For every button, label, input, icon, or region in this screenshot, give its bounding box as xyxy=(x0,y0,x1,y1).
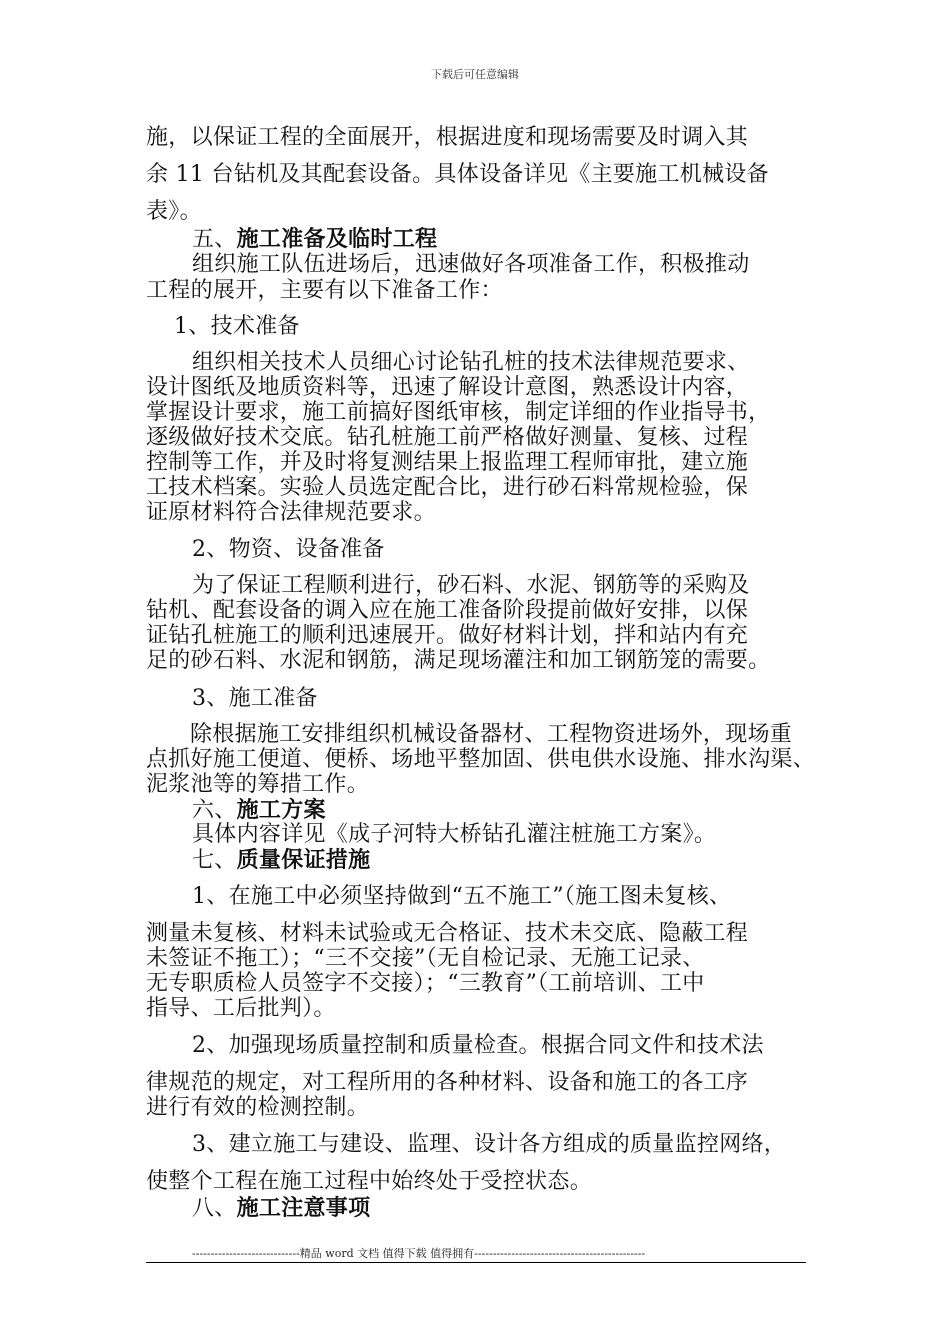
section-heading-5 xyxy=(192,226,437,253)
section-title: 施工注意事项 xyxy=(236,1195,371,1221)
section-title: 质量保证措施 xyxy=(236,847,371,873)
body-line: 组织施工队伍进场后，迅速做好各项准备工作，积极推动 xyxy=(192,252,750,277)
section-number: 七、 xyxy=(192,848,237,873)
body-line: 为了保证工程顺利进行，砂石料、水泥、钢筋等的采购及 xyxy=(192,573,750,598)
body-line: 钻机、配套设备的调入应在施工准备阶段提前做好安排，以保 xyxy=(146,598,749,623)
section-heading-7 xyxy=(192,847,370,874)
body-line: 控制等工作，并及时将复测结果上报监理工程师审批，建立施 xyxy=(146,450,749,475)
body-line: 具体内容详见《成子河特大桥钻孔灌注桩施工方案》。 xyxy=(192,822,717,847)
page-header: 下载后可任意编辑 xyxy=(431,68,519,81)
footer-rule xyxy=(146,1262,806,1263)
body-line: 余 11 台钻机及其配套设备。具体设备详见《主要施工机械设备 xyxy=(146,162,769,187)
section-number: 六、 xyxy=(192,798,237,823)
body-line: 表》。 xyxy=(146,199,202,224)
body-line: 证钻孔桩施工的顺利迅速展开。做好材料计划，拌和站内有充 xyxy=(146,623,749,648)
body-line: 工程的展开，主要有以下准备工作： xyxy=(146,278,503,303)
body-line: 足的砂石料、水泥和钢筋，满足现场灌注和加工钢筋笼的需要。 xyxy=(146,648,771,673)
body-line: 设计图纸及地质资料等，迅速了解设计意图，熟悉设计内容， xyxy=(146,375,749,400)
page-footer: -----------------------------精品 word 文档 值得下载 值得拥有---------------------------------------------- xyxy=(192,1247,646,1260)
subsection-heading: 1、技术准备 xyxy=(174,314,300,339)
subsection-heading: 2、物资、设备准备 xyxy=(192,537,385,562)
section-heading-8 xyxy=(192,1195,370,1222)
section-title: 施工准备及临时工程 xyxy=(236,226,438,252)
body-line: 无专职质检人员签字不交接）；“三教育”（工前培训、工中 xyxy=(146,971,705,996)
body-line: 除根据施工安排组织机械设备器材、工程物资进场外，现场重 xyxy=(190,722,793,747)
section-number: 五、 xyxy=(192,227,237,252)
body-line: 点抓好施工便道、便桥、场地平整加固、供电供水设施、排水沟渠、 xyxy=(146,747,816,772)
body-line: 1、在施工中必须坚持做到“五不施工”（施工图未复核、 xyxy=(192,884,732,909)
body-line: 工技术档案。实验人员选定配合比，进行砂石料常规检验，保 xyxy=(146,475,749,500)
body-line: 律规范的规定，对工程所用的各种材料、设备和施工的各工序 xyxy=(146,1070,749,1095)
body-line: 逐级做好技术交底。钻孔桩施工前严格做好测量、复核、过程 xyxy=(146,425,749,450)
body-line: 进行有效的检测控制。 xyxy=(146,1095,370,1120)
subsection-heading: 3、施工准备 xyxy=(192,686,318,711)
body-line: 指导、工后批判）。 xyxy=(146,996,336,1021)
body-line: 2、加强现场质量控制和质量检查。根据合同文件和技术法 xyxy=(192,1033,764,1058)
body-line: 证原材料符合法律规范要求。 xyxy=(146,500,436,525)
section-heading-6 xyxy=(192,797,326,824)
body-line: 泥浆池等的筹措工作。 xyxy=(146,772,370,797)
body-line: 施，以保证工程的全面展开，根据进度和现场需要及时调入其 xyxy=(146,125,749,150)
body-line: 掌握设计要求，施工前搞好图纸审核，制定详细的作业指导书， xyxy=(146,400,771,425)
body-line: 3、建立施工与建设、监理、设计各方组成的质量监控网络， xyxy=(192,1132,787,1157)
body-line: 未签证不拖工）；“三不交接”（无自检记录、无施工记录、 xyxy=(146,946,705,971)
section-title: 施工方案 xyxy=(236,797,326,823)
body-line: 测量未复核、材料未试验或无合格证、技术未交底、隐蔽工程 xyxy=(146,921,749,946)
body-line: 组织相关技术人员细心讨论钻孔桩的技术法律规范要求、 xyxy=(192,350,750,375)
section-number: 八、 xyxy=(192,1196,237,1221)
body-line: 使整个工程在施工过程中始终处于受控状态。 xyxy=(146,1169,593,1194)
